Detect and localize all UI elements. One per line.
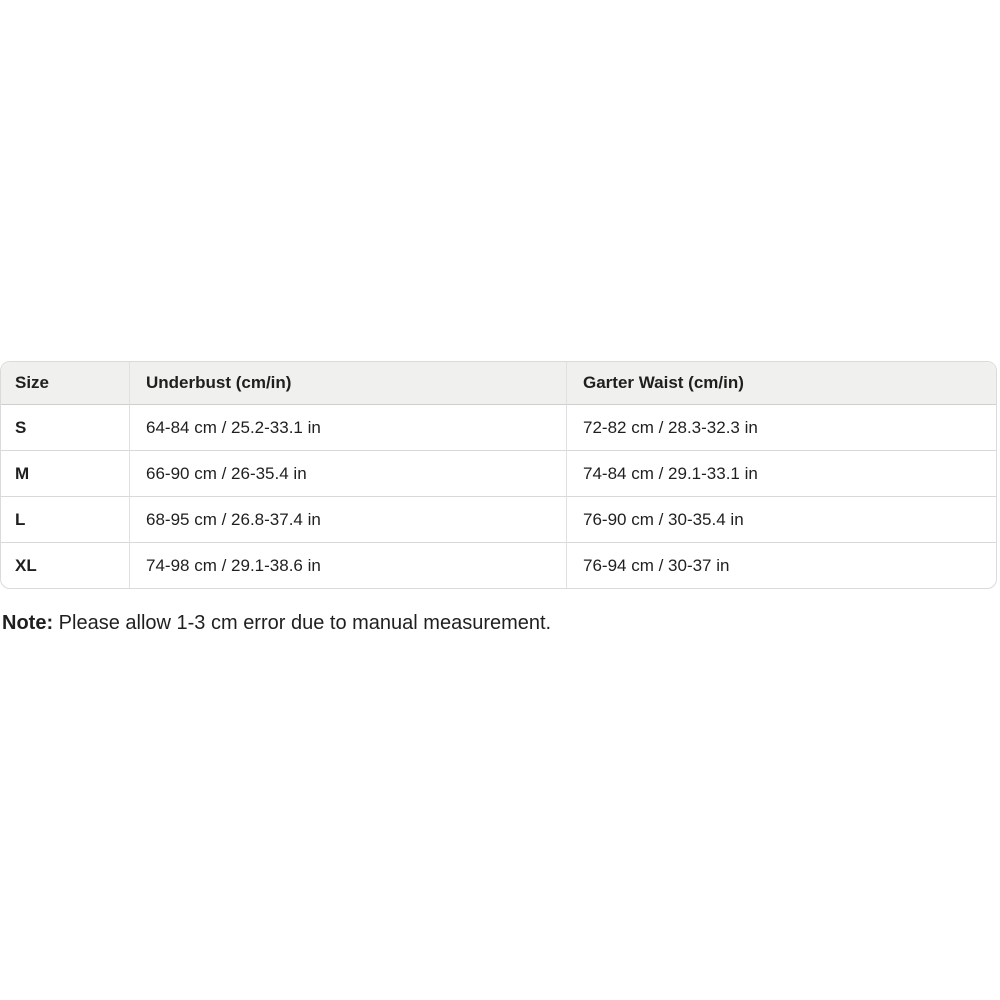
cell-under: 66-90 cm / 26-35.4 in [129,451,566,497]
table-row [1,497,996,543]
cell-size: L [1,497,129,543]
column-header-underbust: Underbust (cm/in) [129,362,566,405]
measurement-note [2,609,992,637]
note-text: Please allow 1-3 cm error due to manual measurement. [53,612,552,634]
column-header-garter-waist: Garter Waist (cm/in) [566,362,996,405]
cell-garter: 72-82 cm / 28.3-32.3 in [566,405,996,451]
cell-under: 64-84 cm / 25.2-33.1 in [129,405,566,451]
header-row [1,362,996,405]
table-row [1,451,996,497]
cell-under: 68-95 cm / 26.8-37.4 in [129,497,566,543]
column-header-size: Size [1,362,129,405]
cell-size: S [1,405,129,451]
cell-garter: 74-84 cm / 29.1-33.1 in [566,451,996,497]
size-chart-header [1,362,996,405]
size-chart-table [0,361,997,589]
size-chart-body [1,405,996,588]
note-label: Note: [2,612,54,634]
size-chart-container [0,361,997,589]
table-row [1,543,996,588]
cell-under: 74-98 cm / 29.1-38.6 in [129,543,566,588]
cell-size: M [1,451,129,497]
cell-garter: 76-90 cm / 30-35.4 in [566,497,996,543]
cell-garter: 76-94 cm / 30-37 in [566,543,996,588]
table-row [1,405,996,451]
cell-size: XL [1,543,129,588]
